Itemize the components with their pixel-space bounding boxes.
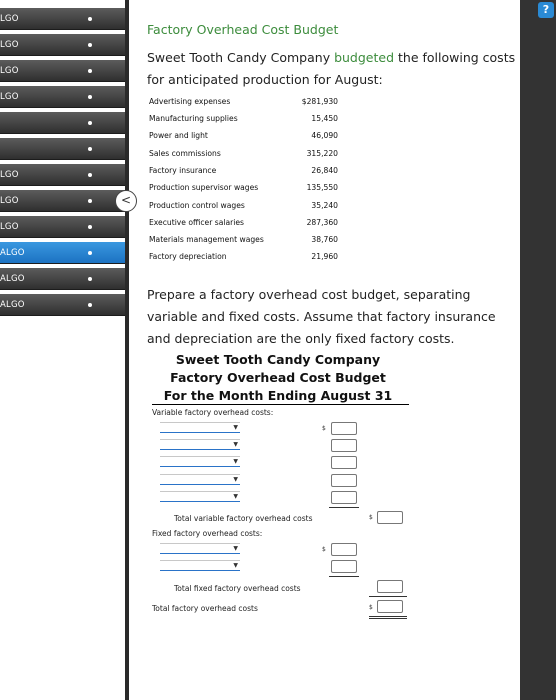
sidebar-item-1[interactable] [0, 8, 125, 30]
budget-period: For the Month Ending August 31 [163, 388, 393, 403]
header-rule [152, 404, 409, 405]
sidebar-item-9[interactable] [0, 216, 125, 238]
sidebar-item-12[interactable] [0, 294, 125, 316]
variable-amount-input-4[interactable] [331, 474, 357, 487]
instructions-paragraph: Prepare a factory overhead cost budget, separating variable and fixed costs. Assume that factory insurance and depreciation are the only fixed factory costs. [147, 287, 496, 346]
chevron-down-icon: ▼ [233, 562, 238, 569]
cost-row [149, 149, 338, 166]
chevron-down-icon: ▼ [233, 441, 238, 448]
subtotal-rule [329, 507, 359, 508]
total-overhead-input[interactable] [377, 600, 403, 613]
sidebar-item-label: LGO [0, 92, 19, 102]
cost-value: 15,450 [311, 114, 338, 123]
right-toolbar [520, 0, 556, 700]
total-fixed-label: Total fixed factory overhead costs [174, 584, 301, 593]
cost-row [149, 166, 338, 183]
fixed-amount-input-1[interactable] [331, 543, 357, 556]
double-rule-1 [369, 616, 407, 617]
dollar-sign: $ [322, 425, 326, 432]
cost-name: Factory insurance [149, 166, 217, 175]
sidebar-item-7[interactable] [0, 164, 125, 186]
cost-name: Materials management wages [149, 235, 264, 244]
fixed-cost-select-2[interactable] [160, 560, 240, 571]
status-dot-icon [88, 147, 92, 151]
cost-row [149, 235, 338, 252]
cost-row [149, 97, 338, 114]
cost-name: Factory depreciation [149, 252, 227, 261]
cost-row [149, 183, 338, 200]
sidebar-item-label: ALGO [0, 248, 25, 258]
sidebar-item-2[interactable] [0, 34, 125, 56]
sidebar-item-label: LGO [0, 222, 19, 232]
status-dot-icon [88, 277, 92, 281]
sidebar-item-label: LGO [0, 66, 19, 76]
sidebar-divider [125, 0, 129, 700]
status-dot-icon [88, 251, 92, 255]
cost-value: 315,220 [306, 149, 338, 158]
sidebar-item-label: LGO [0, 170, 19, 180]
double-rule-2 [369, 618, 407, 619]
cost-value: 38,760 [311, 235, 338, 244]
sidebar-item-label: LGO [0, 14, 19, 24]
cost-value: 26,840 [311, 166, 338, 175]
cost-value: 287,360 [306, 218, 338, 227]
sidebar-item-label: ALGO [0, 300, 25, 310]
sidebar-item-3[interactable] [0, 60, 125, 82]
variable-cost-select-1[interactable] [160, 422, 240, 433]
cost-row [149, 201, 338, 218]
sidebar [0, 0, 125, 700]
cost-value: $281,930 [301, 97, 338, 106]
variable-cost-select-2[interactable] [160, 439, 240, 450]
cost-row [149, 252, 338, 269]
cost-name: Power and light [149, 131, 208, 140]
sidebar-item-5[interactable] [0, 112, 125, 134]
variable-cost-select-5[interactable] [160, 491, 240, 502]
budget-title: Factory Overhead Cost Budget [170, 370, 386, 385]
sidebar-item-4[interactable] [0, 86, 125, 108]
variable-section-label: Variable factory overhead costs: [152, 408, 274, 417]
chevron-down-icon: ▼ [233, 545, 238, 552]
sidebar-item-label: ALGO [0, 274, 25, 284]
cost-name: Executive officer salaries [149, 218, 244, 227]
intro-text-end: the following costs for anticipated production for August: [147, 50, 516, 87]
status-dot-icon [88, 95, 92, 99]
dollar-sign: $ [322, 546, 326, 553]
sidebar-item-10-active[interactable] [0, 242, 125, 264]
cost-name: Advertising expenses [149, 97, 231, 106]
fixed-section-label: Fixed factory overhead costs: [152, 529, 263, 538]
chevron-down-icon: ▼ [233, 476, 238, 483]
intro-paragraph [147, 47, 519, 91]
cost-name: Production control wages [149, 201, 245, 210]
total-variable-input[interactable] [377, 511, 403, 524]
cost-row [149, 131, 338, 148]
section-title: Factory Overhead Cost Budget [147, 22, 339, 37]
status-dot-icon [88, 173, 92, 177]
cost-row [149, 114, 338, 131]
chevron-down-icon: ▼ [233, 458, 238, 465]
fixed-amount-input-2[interactable] [331, 560, 357, 573]
variable-amount-input-2[interactable] [331, 439, 357, 452]
variable-amount-input-3[interactable] [331, 456, 357, 469]
status-dot-icon [88, 199, 92, 203]
sidebar-item-label: LGO [0, 40, 19, 50]
intro-text: Sweet Tooth Candy Company [147, 50, 335, 65]
cost-name: Production supervisor wages [149, 183, 259, 192]
variable-cost-select-3[interactable] [160, 456, 240, 467]
sidebar-item-6[interactable] [0, 138, 125, 160]
cost-name: Manufacturing supplies [149, 114, 238, 123]
variable-cost-select-4[interactable] [160, 474, 240, 485]
dollar-sign: $ [369, 514, 373, 521]
sidebar-item-11[interactable] [0, 268, 125, 290]
cost-row [149, 218, 338, 235]
chevron-down-icon: ▼ [233, 493, 238, 500]
status-dot-icon [88, 17, 92, 21]
sidebar-item-label: LGO [0, 196, 19, 206]
chevron-down-icon: ▼ [233, 424, 238, 431]
sidebar-item-8[interactable] [0, 190, 125, 212]
status-dot-icon [88, 69, 92, 73]
collapse-sidebar-button[interactable] [115, 190, 137, 212]
chevron-left-icon: < [120, 193, 132, 207]
help-icon[interactable]: ? [538, 2, 554, 18]
variable-amount-input-5[interactable] [331, 491, 357, 504]
total-variable-label: Total variable factory overhead costs [174, 514, 313, 523]
subtotal-rule [329, 576, 359, 577]
total-rule [369, 596, 407, 597]
cost-value: 21,960 [311, 252, 338, 261]
status-dot-icon [88, 303, 92, 307]
budget-company: Sweet Tooth Candy Company [175, 352, 381, 367]
total-fixed-input[interactable] [377, 580, 403, 593]
status-dot-icon [88, 121, 92, 125]
cost-name: Sales commissions [149, 149, 221, 158]
variable-amount-input-1[interactable] [331, 422, 357, 435]
cost-value: 35,240 [311, 201, 338, 210]
cost-value: 135,550 [306, 183, 338, 192]
fixed-cost-select-1[interactable] [160, 543, 240, 554]
dollar-sign: $ [369, 604, 373, 611]
total-overhead-label: Total factory overhead costs [152, 604, 258, 613]
status-dot-icon [88, 43, 92, 47]
glossary-link[interactable]: budgeted [334, 50, 395, 65]
cost-value: 46,090 [311, 131, 338, 140]
status-dot-icon [88, 225, 92, 229]
